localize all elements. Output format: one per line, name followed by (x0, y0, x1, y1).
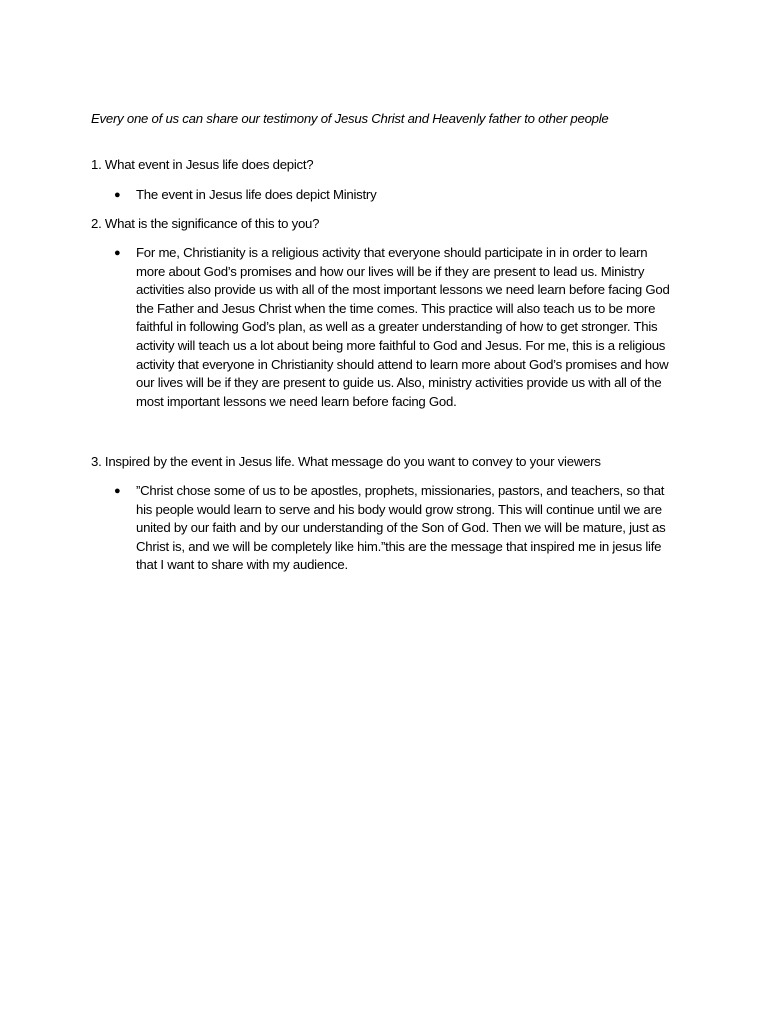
bullet-icon: ● (114, 189, 121, 201)
answer-3 (136, 482, 666, 575)
answer-line: The event in Jesus life does depict Ministry (136, 187, 377, 202)
answer-line: the Father and Jesus Christ when the time comes. This practice will also teach us to be more (136, 300, 656, 316)
document-title: Every one of us can share our testimony of Jesus Christ and Heavenly father to other people (91, 111, 609, 126)
answer-line: ”Christ chose some of us to be apostles, prophets, missionaries, pastors, and teachers, so that (136, 483, 665, 498)
answer-line: united by our faith and by our understanding of the Son of God. Then we will be mature, just as (136, 520, 666, 536)
answer-2 (136, 244, 670, 411)
answer-line: Christ is, and we will be completely like him.”this are the message that inspired me in jesus life (136, 538, 662, 554)
answer-line: our lives will be if they are present to guide us. Also, ministry activities provide us with all of the (136, 375, 662, 391)
answer-line: For me, Christianity is a religious activity that everyone should participate in in order to learn (136, 245, 648, 260)
answer-line: faithful in following God’s plan, as well as a greater understanding of how to get stronger. This (136, 319, 658, 335)
answer-line: his people would learn to serve and his body would grow strong. This will continue until we are (136, 501, 662, 517)
bullet-icon: ● (114, 485, 121, 497)
answer-line: activities also provide us with all of the most important lessons we need learn before facing God (136, 282, 670, 298)
answer-line: most important lessons we need learn before facing God. (136, 393, 457, 409)
answer-line: more about God’s promises and how our lives will be if they are present to lead us. Ministry (136, 263, 645, 279)
bullet-icon: ● (114, 247, 121, 259)
answer-line: activity that everyone in Christianity should attend to learn more about God’s promises and how (136, 356, 669, 372)
question-2: 2. What is the significance of this to you? (91, 216, 320, 231)
question-1: 1. What event in Jesus life does depict? (91, 157, 314, 172)
answer-1 (136, 186, 376, 205)
answer-line: that I want to share with my audience. (136, 557, 348, 573)
question-3: 3. Inspired by the event in Jesus life. What message do you want to convey to your viewers (91, 454, 601, 469)
answer-line: activity will teach us a lot about being more faithful to God and Jesus. For me, this is a religious (136, 337, 666, 353)
